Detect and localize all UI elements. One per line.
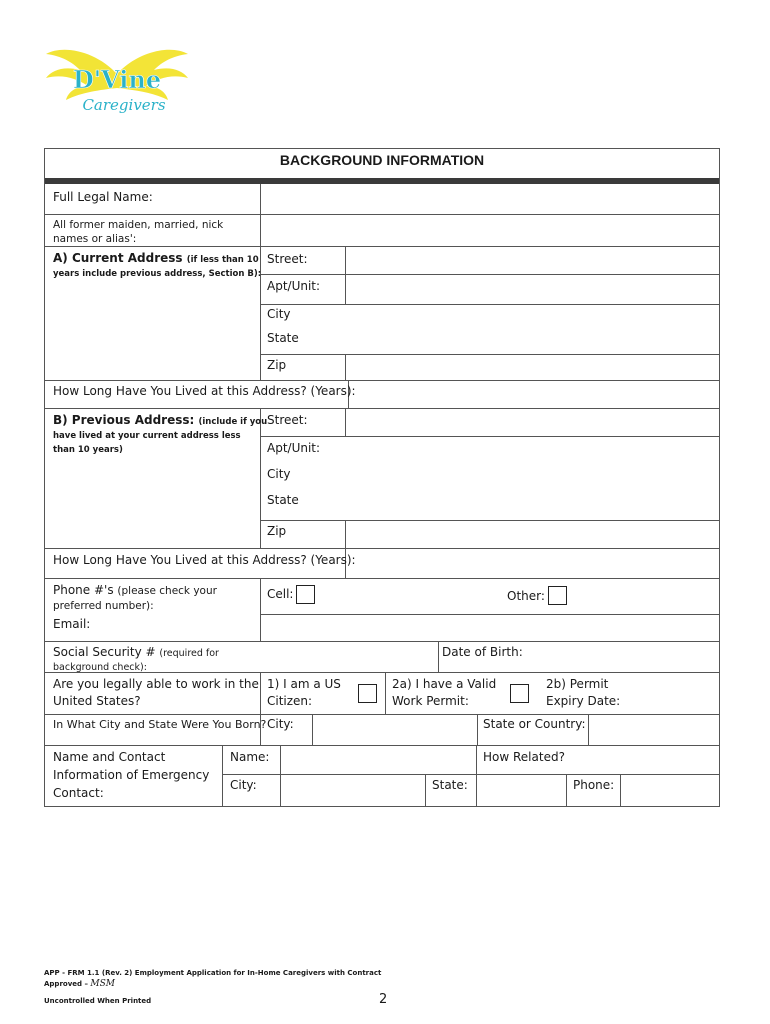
- current-address-note-2: years include previous address, Section B):: [53, 269, 262, 279]
- full-name-label: Full Legal Name:: [53, 190, 153, 204]
- row-line: [44, 214, 720, 215]
- us-citizen-label-1: 1) I am a US: [267, 677, 341, 691]
- row-line: [222, 774, 720, 775]
- previous-street-label: Street:: [267, 413, 308, 427]
- us-citizen-checkbox[interactable]: [358, 684, 377, 703]
- col-line: [425, 774, 426, 806]
- col-line: [345, 520, 346, 548]
- em-state-label: State:: [432, 778, 468, 792]
- row-line: [44, 714, 720, 715]
- col-line: [438, 641, 439, 672]
- em-phone-label: Phone:: [573, 778, 615, 792]
- frame-top: [44, 148, 720, 149]
- col-line: [280, 745, 281, 806]
- how-long-current-field[interactable]: [350, 382, 718, 407]
- how-long-previous-label: How Long Have You Lived at this Address? (Years):: [53, 553, 356, 567]
- emergency-label-3: Contact:: [53, 786, 104, 800]
- phone-note-2: preferred number):: [53, 600, 154, 612]
- em-phone-field[interactable]: [622, 776, 718, 805]
- row-line: [44, 548, 720, 549]
- ssn-field[interactable]: [262, 643, 436, 671]
- current-state-label: State: [267, 331, 299, 345]
- em-city-field[interactable]: [282, 776, 424, 805]
- previous-address-title: B) Previous Address:: [53, 413, 195, 427]
- col-line: [260, 672, 261, 745]
- row-line: [260, 520, 720, 521]
- current-zip-field[interactable]: [347, 356, 718, 379]
- current-city-label: City: [267, 307, 291, 321]
- col-line: [345, 408, 346, 436]
- footer-form-id: APP - FRM 1.1 (Rev. 2) Employment Application for In-Home Caregivers with Contract: [44, 969, 382, 977]
- former-names-label-1: All former maiden, married, nick: [53, 219, 224, 231]
- em-state-field[interactable]: [478, 776, 565, 805]
- other-label: Other:: [507, 589, 545, 603]
- col-line: [345, 246, 346, 304]
- email-label: Email:: [53, 617, 91, 631]
- former-names-field[interactable]: [262, 216, 718, 245]
- footer-approved: [44, 979, 115, 989]
- cell-preferred-checkbox[interactable]: [296, 585, 315, 604]
- previous-address-note-2: have lived at your current address less: [53, 431, 241, 441]
- row-line: [260, 274, 720, 275]
- em-name-label: Name:: [230, 750, 270, 764]
- ssn-note: (required for: [159, 648, 219, 659]
- ssn-title: Social Security #: [53, 645, 156, 659]
- cell-label: Cell:: [267, 587, 294, 601]
- col-line: [260, 184, 261, 246]
- previous-apt-label: Apt/Unit:: [267, 441, 321, 455]
- work-question-line-1: Are you legally able to work in the: [53, 677, 259, 691]
- svg-text:D'Vine: D'Vine: [72, 65, 162, 94]
- svg-text:Caregivers: Caregivers: [82, 96, 166, 114]
- col-line: [620, 774, 621, 806]
- title-band: [44, 178, 720, 184]
- valid-permit-label-2: Work Permit:: [392, 694, 469, 708]
- page-title: BACKGROUND INFORMATION: [279, 152, 485, 168]
- row-line: [44, 578, 720, 579]
- born-state-label: State or Country:: [483, 717, 586, 731]
- cell-field[interactable]: [320, 582, 500, 612]
- current-apt-field[interactable]: [347, 276, 718, 303]
- born-state-field[interactable]: [590, 716, 718, 744]
- ssn-note-2: background check):: [53, 662, 147, 673]
- col-line: [345, 354, 346, 380]
- row-line: [44, 745, 720, 746]
- previous-zip-label: Zip: [267, 524, 287, 538]
- col-line: [566, 774, 567, 806]
- emergency-label-1: Name and Contact: [53, 750, 166, 764]
- footer-approved-label: Approved –: [44, 980, 88, 988]
- emergency-label-2: Information of Emergency: [53, 768, 210, 782]
- phone-note: (please check your: [117, 585, 217, 597]
- footer-uncontrolled: Uncontrolled When Printed: [44, 997, 152, 1005]
- email-field[interactable]: [262, 616, 718, 640]
- how-long-current-label: How Long Have You Lived at this Address? (Years):: [53, 384, 356, 398]
- col-line: [588, 714, 589, 745]
- col-line: [222, 745, 223, 806]
- previous-address-note: (include if you: [198, 417, 268, 427]
- row-line: [44, 246, 720, 247]
- us-citizen-label-2: Citizen:: [267, 694, 313, 708]
- permit-expiry-label-2: Expiry Date:: [546, 694, 621, 708]
- previous-street-field[interactable]: [347, 410, 718, 435]
- row-line: [44, 408, 720, 409]
- col-line: [476, 745, 477, 806]
- previous-city-label: City: [267, 467, 291, 481]
- current-street-label: Street:: [267, 252, 308, 266]
- current-address-title: A) Current Address: [53, 251, 183, 265]
- col-line: [477, 714, 478, 745]
- phone-title: Phone #'s: [53, 583, 114, 597]
- born-city-label: City:: [267, 717, 294, 731]
- full-name-field[interactable]: [262, 186, 718, 213]
- valid-permit-checkbox[interactable]: [510, 684, 529, 703]
- row-line: [260, 304, 720, 305]
- row-line: [44, 806, 720, 807]
- em-related-label: How Related?: [483, 750, 565, 764]
- born-city-field[interactable]: [314, 716, 475, 744]
- born-question: In What City and State Were You Born?: [53, 718, 267, 731]
- work-question-line-2: United States?: [53, 694, 141, 708]
- em-name-field[interactable]: [282, 747, 475, 773]
- current-apt-label: Apt/Unit:: [267, 279, 321, 293]
- other-preferred-checkbox[interactable]: [548, 586, 567, 605]
- dvine-caregivers-logo: [42, 44, 192, 124]
- em-city-label: City:: [230, 778, 257, 792]
- row-line: [260, 436, 720, 437]
- col-line: [260, 578, 261, 642]
- how-long-previous-field[interactable]: [347, 550, 718, 577]
- previous-state-label: State: [267, 493, 299, 507]
- row-line: [44, 641, 720, 642]
- page-number: 2: [379, 992, 388, 1007]
- row-line: [44, 380, 720, 381]
- permit-expiry-label-1: 2b) Permit: [546, 677, 609, 691]
- col-line: [385, 672, 386, 714]
- previous-address-note-3: than 10 years): [53, 445, 123, 455]
- dob-label: Date of Birth:: [442, 645, 523, 659]
- former-names-label-2: names or alias':: [53, 233, 137, 245]
- previous-zip-field[interactable]: [347, 522, 718, 547]
- row-line: [260, 614, 720, 615]
- approver-signature: MSM: [90, 979, 116, 989]
- current-zip-label: Zip: [267, 358, 287, 372]
- current-address-note: (if less than 10: [186, 255, 259, 265]
- col-line: [312, 714, 313, 745]
- row-line: [260, 354, 720, 355]
- current-street-field[interactable]: [347, 248, 718, 273]
- valid-permit-label-1: 2a) I have a Valid: [392, 677, 497, 691]
